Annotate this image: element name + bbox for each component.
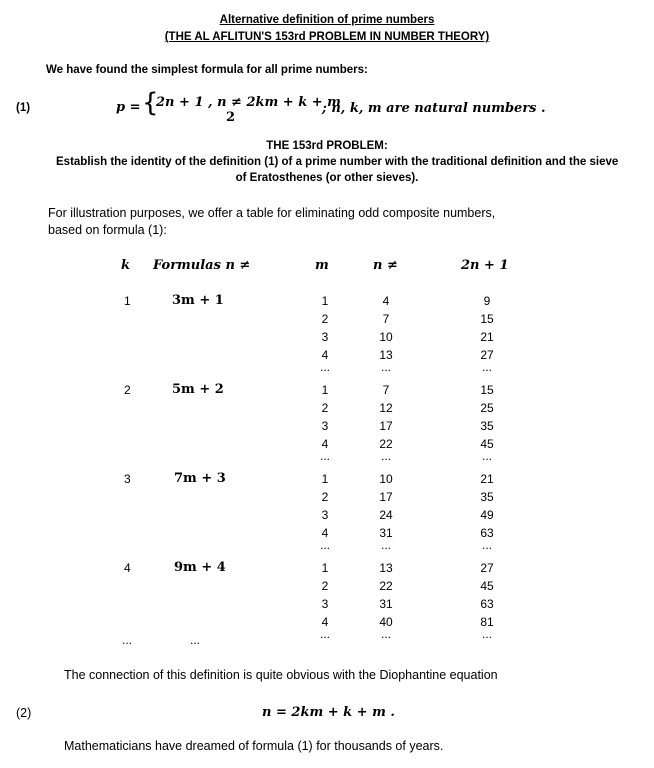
table-cell-2n-plus-1: 63	[480, 526, 494, 540]
table-cell-m: 2	[321, 490, 329, 504]
table-cell-2n-plus-1: 49	[480, 508, 494, 522]
header-n: n ≠	[373, 258, 398, 273]
table-ellipsis-2n-plus-1: ...	[481, 449, 492, 463]
table-cell-2n-plus-1: 27	[480, 348, 494, 362]
table-cell-m: 4	[321, 348, 329, 362]
table-cell-2n-plus-1: 35	[480, 419, 494, 433]
table-cell-n: 13	[379, 348, 393, 362]
table-cell-m: 2	[321, 312, 329, 326]
table-cell-m: 3	[321, 508, 329, 522]
equation-2-number: (2)	[16, 706, 32, 720]
table-cell-m: 1	[321, 472, 329, 486]
table-cell-n: 31	[379, 526, 393, 540]
table-cell-2n-plus-1: 25	[480, 401, 494, 415]
table-ellipsis-n: ...	[380, 360, 391, 374]
table-formula: 3m + 1	[172, 293, 224, 308]
table-cell-m: 2	[321, 401, 329, 415]
table-cell-m: 4	[321, 615, 329, 629]
table-cell-n: 17	[379, 490, 393, 504]
table-cell-2n-plus-1: 9	[483, 294, 491, 308]
table-k-value: 4	[124, 561, 131, 575]
table-cell-m: 3	[321, 419, 329, 433]
table-cell-2n-plus-1: 63	[480, 597, 494, 611]
table-cell-m: 3	[321, 330, 329, 344]
table-k-value: 2	[124, 383, 131, 397]
table-cell-m: 2	[321, 579, 329, 593]
table-cell-2n-plus-1: 15	[480, 312, 494, 326]
problem-heading: THE 153rd PROBLEM:	[266, 140, 388, 152]
table-cell-m: 1	[321, 383, 329, 397]
table-ellipsis-formula: ...	[190, 633, 201, 647]
table-formula: 7m + 3	[174, 471, 226, 486]
table-cell-n: 7	[382, 383, 390, 397]
table-cell-2n-plus-1: 15	[480, 383, 494, 397]
table-cell-2n-plus-1: 21	[480, 472, 494, 486]
table-ellipsis-m: ...	[319, 360, 330, 374]
header-formulas: Formulas n ≠	[153, 258, 251, 273]
table-ellipsis-m: ...	[319, 538, 330, 552]
table-k-value: 3	[124, 472, 131, 486]
table-formula: 9m + 4	[174, 560, 226, 575]
table-cell-n: 40	[379, 615, 393, 629]
title-line-2: (THE AL AFLITUN'S 153rd PROBLEM IN NUMBER THEORY)	[164, 31, 490, 43]
equation-1-lhs: p =	[116, 100, 141, 115]
table-cell-n: 7	[382, 312, 390, 326]
table-cell-n: 22	[379, 579, 393, 593]
table-cell-2n-plus-1: 45	[480, 437, 494, 451]
equation-1-number: (1)	[16, 102, 31, 114]
illustration-line-1: For illustration purposes, we offer a table for eliminating odd composite numbers,	[48, 206, 496, 220]
table-cell-m: 4	[321, 526, 329, 540]
table-cell-n: 22	[379, 437, 393, 451]
connection-text: The connection of this definition is quite obvious with the Diophantine equation	[64, 668, 498, 682]
table-cell-n: 10	[379, 330, 393, 344]
table-cell-n: 10	[379, 472, 393, 486]
closing-text: Mathematicians have dreamed of formula (1) for thousands of years.	[64, 739, 444, 753]
equation-1-condition: ; n, k, m are natural numbers .	[322, 101, 546, 116]
header-k: k	[121, 258, 131, 273]
table-ellipsis-m: ...	[319, 627, 330, 641]
table-cell-m: 1	[321, 561, 329, 575]
table-cell-n: 24	[379, 508, 393, 522]
table-cell-n: 12	[379, 401, 393, 415]
equation-1-top: 2n + 1 , n ≠ 2km + k + m	[156, 95, 341, 110]
table-ellipsis-n: ...	[380, 538, 391, 552]
table-cell-n: 13	[379, 561, 393, 575]
table-formula: 5m + 2	[172, 382, 224, 397]
equation-2-formula: n = 2km + k + m .	[262, 705, 395, 720]
table-ellipsis-k: ...	[122, 633, 133, 647]
problem-line-2: of Eratosthenes (or other sieves).	[235, 172, 419, 184]
header-m: m	[315, 258, 329, 273]
table-cell-n: 31	[379, 597, 393, 611]
table-ellipsis-2n-plus-1: ...	[481, 360, 492, 374]
table-cell-n: 17	[379, 419, 393, 433]
illustration-line-2: based on formula (1):	[48, 223, 167, 237]
table-ellipsis-n: ...	[380, 627, 391, 641]
table-k-value: 1	[124, 294, 131, 308]
table-cell-n: 4	[382, 294, 390, 308]
table-ellipsis-n: ...	[380, 449, 391, 463]
table-cell-2n-plus-1: 21	[480, 330, 494, 344]
intro-text: We have found the simplest formula for all prime numbers:	[46, 64, 368, 76]
equation-1-brace: {	[142, 88, 159, 118]
table-cell-2n-plus-1: 35	[480, 490, 494, 504]
title-line-1: Alternative definition of prime numbers	[219, 14, 435, 26]
table-ellipsis-2n-plus-1: ...	[481, 538, 492, 552]
table-ellipsis-2n-plus-1: ...	[481, 627, 492, 641]
problem-line-1: Establish the identity of the definition (1) of a prime number with the traditional definition and the sieve	[56, 156, 619, 168]
table-cell-2n-plus-1: 27	[480, 561, 494, 575]
table-ellipsis-m: ...	[319, 449, 330, 463]
header-2n-plus-1: 2n + 1	[461, 258, 509, 273]
table-cell-2n-plus-1: 45	[480, 579, 494, 593]
equation-1-bottom: 2	[226, 110, 236, 125]
table-cell-m: 4	[321, 437, 329, 451]
table-cell-2n-plus-1: 81	[480, 615, 494, 629]
table-cell-m: 3	[321, 597, 329, 611]
table-cell-m: 1	[321, 294, 329, 308]
